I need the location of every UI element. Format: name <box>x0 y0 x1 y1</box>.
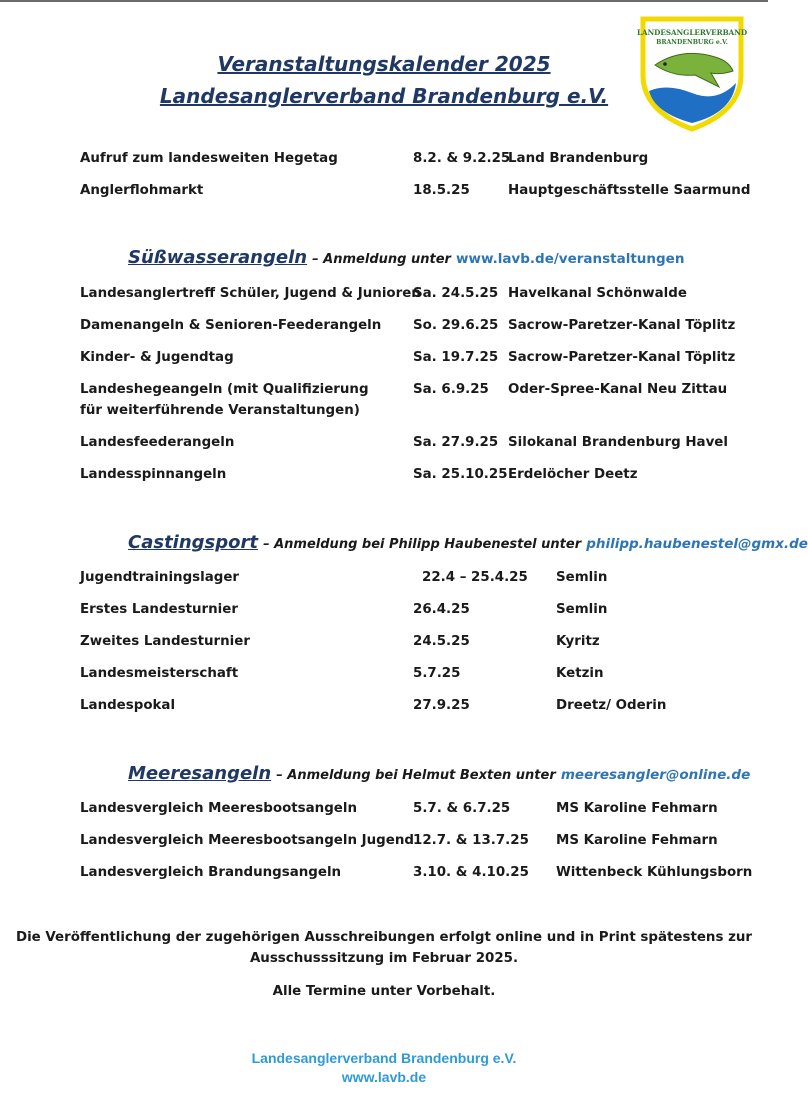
event-name: Aufruf zum landesweiten Hegetag <box>80 151 338 166</box>
event-date: 22.4 – 25.4.25 <box>422 570 528 585</box>
event-name: Zweites Landesturnier <box>80 634 250 649</box>
event-name: Landesfeederangeln <box>80 435 235 450</box>
event-date: Sa. 24.5.25 <box>413 286 499 301</box>
event-date: Sa. 25.10.25 <box>413 467 508 482</box>
event-date: Sa. 27.9.25 <box>413 435 499 450</box>
event-name: Landesanglertreff Schüler, Jugend & Junioren <box>80 286 421 301</box>
event-name: Landesvergleich Meeresbootsangeln <box>80 801 357 816</box>
publication-note-line1: Die Veröffentlichung der zugehörigen Ausschreibungen erfolgt online und in Print spätestens zur <box>15 930 753 945</box>
event-location: Erdelöcher Deetz <box>508 467 638 482</box>
event-date: 3.10. & 4.10.25 <box>413 865 529 880</box>
event-date: So. 29.6.25 <box>413 318 499 333</box>
event-location: Sacrow-Paretzer-Kanal Töplitz <box>508 318 736 333</box>
event-location: Ketzin <box>556 666 604 681</box>
event-location: Silokanal Brandenburg Havel <box>508 435 728 450</box>
section-note: – Anmeldung bei Helmut Bexten unter <box>276 768 556 783</box>
event-location: Semlin <box>556 602 608 617</box>
registration-email-link[interactable]: philipp.haubenestel@gmx.de <box>586 536 808 552</box>
event-location: Hauptgeschäftsstelle Saarmund <box>508 183 751 198</box>
event-date: 8.2. & 9.2.25 <box>413 151 511 166</box>
fish-shield-logo <box>637 13 747 133</box>
event-date: 24.5.25 <box>413 634 470 649</box>
section-note: – Anmeldung bei Philipp Haubenestel unter <box>263 537 582 552</box>
event-location: Dreetz/ Oderin <box>556 698 667 713</box>
section-heading-meeresangeln <box>128 763 750 784</box>
event-location: MS Karoline Fehmarn <box>556 833 718 848</box>
page-subtitle: Landesanglerverband Brandenburg e.V. <box>159 84 609 108</box>
event-date: Sa. 19.7.25 <box>413 350 499 365</box>
event-date: 18.5.25 <box>413 183 470 198</box>
registration-link[interactable]: www.lavb.de/veranstaltungen <box>456 251 685 267</box>
event-name: Erstes Landesturnier <box>80 602 238 617</box>
footer-website-link[interactable]: www.lavb.de <box>341 1069 427 1085</box>
logo-text-line1: LANDESANGLERVERBAND <box>636 28 748 37</box>
section-title: Castingsport <box>128 532 258 553</box>
disclaimer: Alle Termine unter Vorbehalt. <box>272 984 496 999</box>
logo-text-line2: BRANDENBURG e.V. <box>656 39 728 46</box>
event-date: 27.9.25 <box>413 698 470 713</box>
event-date: 5.7. & 6.7.25 <box>413 801 511 816</box>
event-location: Wittenbeck Kühlungsborn <box>556 865 753 880</box>
event-date: 5.7.25 <box>413 666 461 681</box>
section-heading-suesswasser <box>128 247 684 268</box>
top-border <box>0 0 768 2</box>
event-location: Semlin <box>556 570 608 585</box>
section-title: Meeresangeln <box>128 763 272 784</box>
event-location: Havelkanal Schönwalde <box>508 286 687 301</box>
section-note: – Anmeldung unter <box>312 252 451 267</box>
event-name: Damenangeln & Senioren-Feederangeln <box>80 318 382 333</box>
registration-email-link[interactable]: meeresangler@online.de <box>560 767 751 783</box>
section-heading-castingsport <box>128 532 808 553</box>
event-name: Landeshegeangeln (mit Qualifizierung <box>80 382 369 397</box>
page-title: Veranstaltungskalender 2025 <box>217 52 551 76</box>
event-date: 12.7. & 13.7.25 <box>413 833 529 848</box>
event-name: Landesspinnangeln <box>80 467 227 482</box>
footer-org-name: Landesanglerverband Brandenburg e.V. <box>251 1050 517 1066</box>
event-location: Oder-Spree-Kanal Neu Zittau <box>508 382 728 397</box>
event-name: Landesmeisterschaft <box>80 666 239 681</box>
event-location: Land Brandenburg <box>508 151 649 166</box>
event-location: MS Karoline Fehmarn <box>556 801 718 816</box>
publication-note-line2: Ausschusssitzung im Februar 2025. <box>249 951 519 966</box>
event-date: Sa. 6.9.25 <box>413 382 489 397</box>
event-location: Kyritz <box>556 634 600 649</box>
event-name: Jugendtrainingslager <box>80 570 240 585</box>
event-name-line2: für weiterführende Veranstaltungen) <box>80 403 360 418</box>
section-title: Süßwasserangeln <box>128 247 308 268</box>
event-location: Sacrow-Paretzer-Kanal Töplitz <box>508 350 736 365</box>
event-name: Landesvergleich Brandungsangeln <box>80 865 342 880</box>
event-name: Landespokal <box>80 698 176 713</box>
event-name: Kinder- & Jugendtag <box>80 350 234 365</box>
event-name: Anglerflohmarkt <box>80 183 204 198</box>
event-name: Landesvergleich Meeresbootsangeln Jugend <box>80 833 414 848</box>
event-date: 26.4.25 <box>413 602 470 617</box>
